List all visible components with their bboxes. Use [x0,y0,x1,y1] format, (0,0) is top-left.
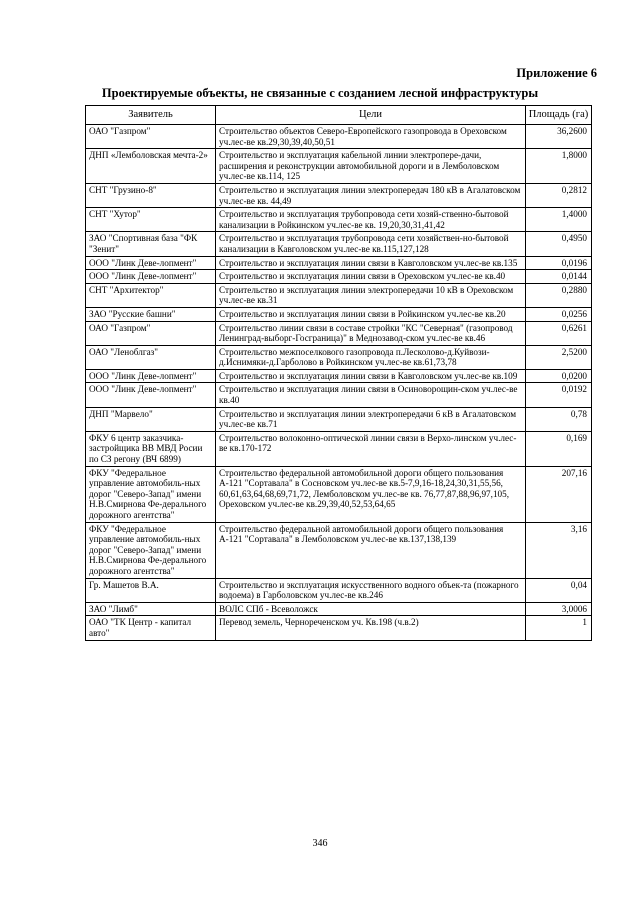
applicant-cell: ДНП "Марвело" [86,407,216,431]
goal-cell: Строительство и эксплуатация линии электропередачи 6 кВ в Агалатовском уч.лес-ве кв.71 [216,407,526,431]
table-row [86,616,592,640]
area-cell: 0,4950 [526,232,592,256]
goal-cell: Строительство и эксплуатация кабельной линии электропере-дачи, расширения и реконструкции автомобильной дороги и в Лемболовском уч.лес-ве кв.114, 125 [216,149,526,184]
goal-cell: Строительство и эксплуатация линии электропередач 180 кВ в Агалатовском уч.лес-ве кв. 44,49 [216,183,526,207]
objects-table [85,105,592,641]
table-row [86,256,592,270]
area-cell: 0,2812 [526,183,592,207]
applicant-cell: ОАО "Газпром" [86,125,216,149]
goal-cell: Строительство и эксплуатация линии связи в Кавголовском уч.лес-ве кв.135 [216,256,526,270]
table-row [86,321,592,345]
applicant-cell: СНТ "Хутор" [86,208,216,232]
applicant-cell: ООО "Линк Деве-лопмент" [86,369,216,383]
table-header-row [86,106,592,125]
area-cell: 3,16 [526,522,592,578]
area-cell: 207,16 [526,466,592,522]
table-row [86,369,592,383]
goal-cell: Перевод земель, Чернореченском уч. Кв.198 (ч.в.2) [216,616,526,640]
goal-cell: Строительство и эксплуатация трубопровода сети хозяйствен-но-бытовой канализации в Кавголовском уч.лес-ве кв.115,127,128 [216,232,526,256]
goal-cell: Строительство и эксплуатация линии связи в Осиноворощин-ском уч.лес-ве кв.40 [216,383,526,407]
applicant-cell: Гр. Машетов В.А. [86,578,216,602]
table-row [86,383,592,407]
applicant-cell: ФКУ 6 центр заказчика-застройщика ВВ МВД Росии по СЗ регону (ВЧ 6899) [86,431,216,466]
table-row [86,345,592,369]
goal-cell: Строительство федеральной автомобильной дороги общего пользования А-121 "Сортавала" в Сосновском уч.лес-ве кв.5-7,9,16-18,24,30,31,55,56, 60,61,63,64,68,69,71,72, Лемболовском уч.лес-ве кв. 76,77,87,88,96,97,105, Ореховском уч.лес-ве кв.29,39,40,52,53,64,65 [216,466,526,522]
table-row [86,522,592,578]
area-cell: 36,2600 [526,125,592,149]
table-row [86,602,592,616]
table-row [86,183,592,207]
goal-cell: Строительство линии связи в составе стройки "КС "Северная" (газопровод Ленинград-выборг-Госграница)" в Меднозавод-ском уч.лес-ве кв.46 [216,321,526,345]
goal-cell: Строительство и эксплуатация искусственного водного объек-та (пожарного водоема) в Гарболовском уч.лес-ве кв.246 [216,578,526,602]
table-row [86,125,592,149]
area-cell: 0,78 [526,407,592,431]
page-title: Проектируемые объекты, не связанные с созданием лесной инфраструктуры [101,86,539,100]
goal-cell: Строительство и эксплуатация линии связи в Ореховском уч.лес-ве кв.40 [216,270,526,284]
applicant-cell: ОАО "Газпром" [86,321,216,345]
area-cell: 0,0192 [526,383,592,407]
applicant-cell: ДНП «Лемболовская мечта-2» [86,149,216,184]
goal-cell: Строительство федеральной автомобильной дороги общего пользования А-121 "Сортавала" в Лемболовском уч.лес-ве кв.137,138,139 [216,522,526,578]
table-row [86,283,592,307]
goal-cell: Строительство объектов Северо-Европейского газопровода в Ореховском уч.лес-ве кв.29,30,39,40,50,51 [216,125,526,149]
applicant-cell: ООО "Линк Деве-лопмент" [86,383,216,407]
area-cell: 0,2880 [526,283,592,307]
area-cell: 1 [526,616,592,640]
applicant-cell: ФКУ "Федеральное управление автомобиль-ных дорог "Северо-Запад" имени Н.В.Смирнова Фе-дерального дорожного агентства" [86,466,216,522]
goal-cell: Строительство и эксплуатация линии связи в Ройкинском уч.лес-ве кв.20 [216,307,526,321]
table-row [86,149,592,184]
table-row [86,407,592,431]
area-cell: 2,5200 [526,345,592,369]
appendix-label: Приложение 6 [516,66,597,80]
table-row [86,466,592,522]
applicant-cell: ФКУ "Федеральное управление автомобиль-ных дорог "Северо-Запад" имени Н.В.Смирнова Фе-дерального дорожного агентства" [86,522,216,578]
goal-cell: ВОЛС СПб - Всеволожск [216,602,526,616]
table-row [86,208,592,232]
area-cell: 0,0256 [526,307,592,321]
page-number: 346 [312,838,328,849]
area-cell: 0,04 [526,578,592,602]
column-header-goal: Цели [216,106,526,125]
table-row [86,307,592,321]
area-cell: 0,169 [526,431,592,466]
goal-cell: Строительство и эксплуатация трубопровода сети хозяй-ственно-бытовой канализации в Ройкинском уч.лес-ве кв. 19,20,30,31,41,42 [216,208,526,232]
applicant-cell: ОАО "ТК Центр - капитал авто" [86,616,216,640]
area-cell: 1,8000 [526,149,592,184]
applicant-cell: СНТ "Архитектор" [86,283,216,307]
area-cell: 0,6261 [526,321,592,345]
applicant-cell: ОАО "Леноблгаз" [86,345,216,369]
applicant-cell: ЗАО "Русские башни" [86,307,216,321]
applicant-cell: СНТ "Грузино-8" [86,183,216,207]
goal-cell: Строительство и эксплуатация линии электропередачи 10 кВ в Ореховском уч.лес-ве кв.31 [216,283,526,307]
column-header-area: Площадь (га) [526,106,592,125]
table-row [86,431,592,466]
table-row [86,232,592,256]
goal-cell: Строительство волоконно-оптической линии связи в Верхо-линском уч.лес-ве кв.170-172 [216,431,526,466]
area-cell: 0,0196 [526,256,592,270]
goal-cell: Строительство и эксплуатация линии связи в Кавголовском уч.лес-ве кв.109 [216,369,526,383]
applicant-cell: ЗАО "Лимб" [86,602,216,616]
area-cell: 3,0006 [526,602,592,616]
area-cell: 0,0200 [526,369,592,383]
applicant-cell: ЗАО "Спортивная база "ФК "Зенит" [86,232,216,256]
table-row [86,270,592,284]
applicant-cell: ООО "Линк Деве-лопмент" [86,256,216,270]
area-cell: 1,4000 [526,208,592,232]
column-header-applicant: Заявитель [86,106,216,125]
goal-cell: Строительство межпоселкового газопровода п.Лесколово-д.Куйвози-д.Иснимяки-д.Гарболово в Ройкинском уч.лес-ве кв.61,73,78 [216,345,526,369]
applicant-cell: ООО "Линк Деве-лопмент" [86,270,216,284]
area-cell: 0,0144 [526,270,592,284]
table-row [86,578,592,602]
